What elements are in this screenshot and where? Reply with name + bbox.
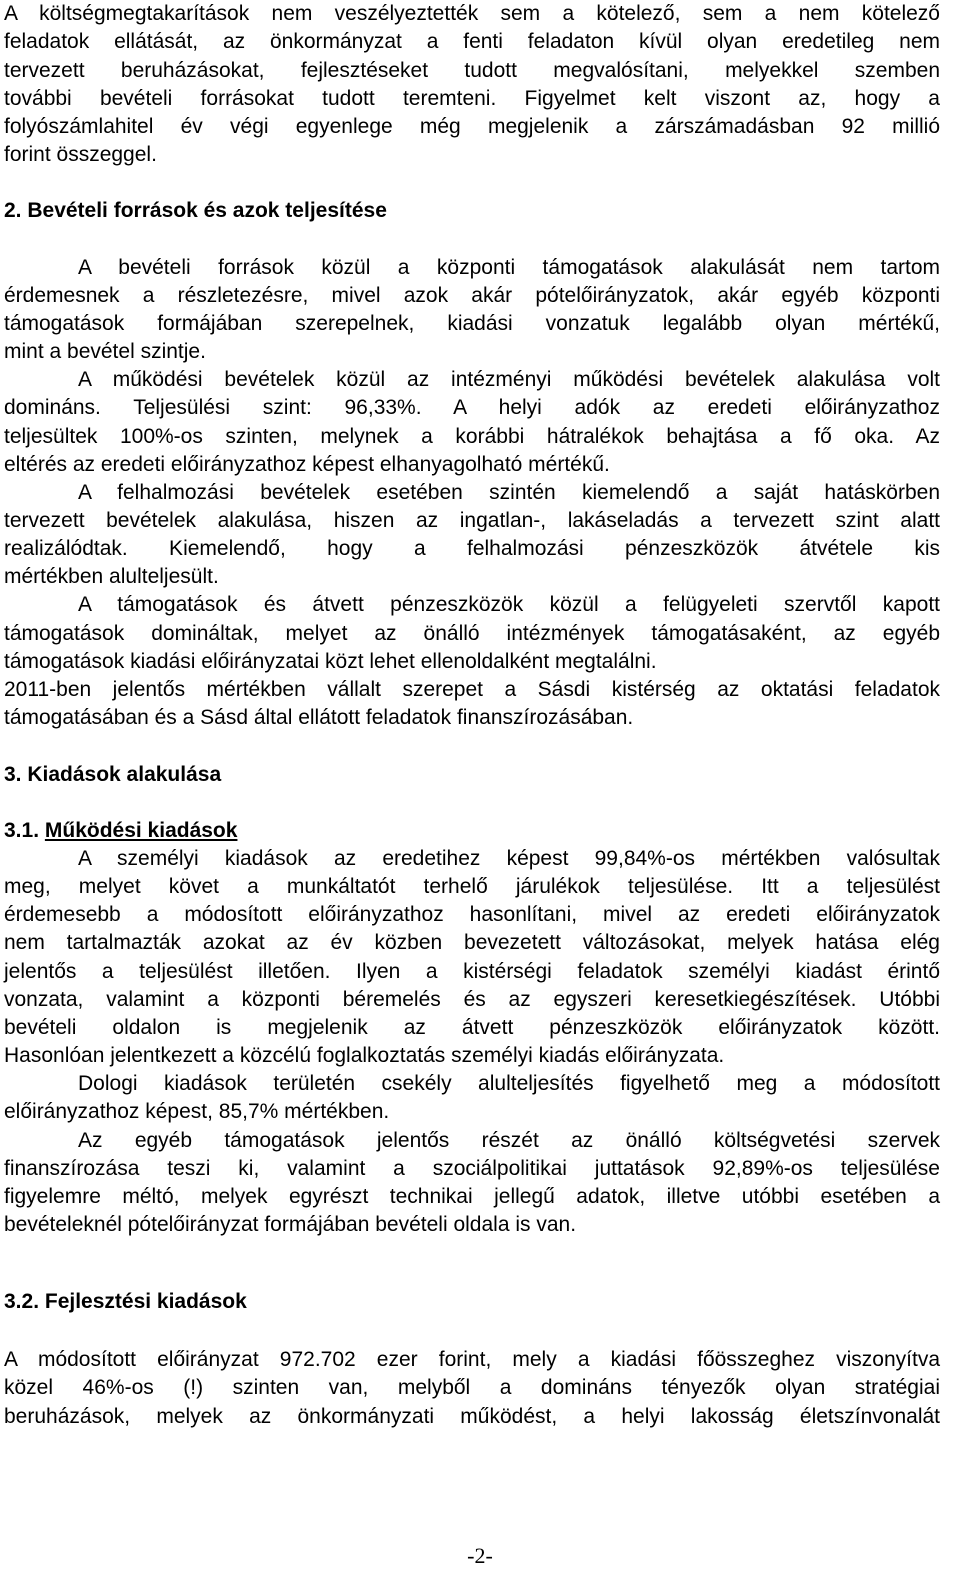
text-line: teljesültek 100%-os szinten, melynek a korábbi hátralékok behajtása a fő oka. Az [4,425,940,448]
text-line: érdemesebb a módosított előirányzathoz hasonlítani, mivel az eredeti előirányzatok [4,903,940,926]
text-line: tervezett bevételek alakulása, hiszen az ingatlan-, lakáseladás a tervezett szint alatt [4,509,940,532]
text-line: folyószámlahitel év végi egyenlege még megjelenik a zárszámadásban 92 millió [4,115,940,138]
text-line: közel 46%-os (!) szinten van, melyből a domináns tényezők olyan stratégiai [4,1376,940,1399]
text-line: forint összeggel. [4,143,157,166]
text-line: Hasonlóan jelentkezett a közcélú foglalkoztatás személyi kiadás előirányzata. [4,1044,725,1067]
text-line: támogatások kiadási előirányzatai közt lehet ellenoldalként megtalálni. [4,650,657,673]
text-line: A bevételi források közül a központi támogatások alakulását nem tartom [78,256,940,279]
section-2-heading: 2. Bevételi források és azok teljesítése [4,199,387,222]
text-line: finanszírozása teszi ki, valamint a szociálpolitikai juttatások 92,89%-os teljesülése [4,1157,940,1180]
text-line: további bevételi forrásokat tudott teremteni. Figyelmet kelt viszont az, hogy a [4,87,940,110]
text-line: eltérés az eredeti előirányzathoz képest elhanyagolható mértékű. [4,453,610,476]
text-line: meg, melyet követ a munkáltatót terhelő járulékok teljesülése. Itt a teljesülést [4,875,940,898]
text-line: támogatások formájában szerepelnek, kiadási vonzatuk legalább olyan mértékű, [4,312,940,335]
text-line: feladatok ellátását, az önkormányzat a fenti feladaton kívül olyan eredetileg nem [4,30,940,53]
text-line: domináns. Teljesülési szint: 96,33%. A helyi adók az eredeti előirányzathoz [4,396,940,419]
text-line: bevételeknél pótelőirányzat formájában bevételi oldala is van. [4,1213,577,1236]
text-line: figyelemre méltó, melyek egyrészt technikai jellegű adatok, illetve utóbbi esetében a [4,1185,940,1208]
text-line: nem tartalmazták azokat az év közben bevezetett változásokat, melyek hatása elég [4,931,940,954]
text-line: A működési bevételek közül az intézményi működési bevételek alakulása volt [78,368,940,391]
text-line: A felhalmozási bevételek esetében szintén kiemelendő a saját hatáskörben [78,481,940,504]
text-line: bevételi oldalon is megjelenik az átvett pénzeszközök előirányzatok között. [4,1016,940,1039]
text-line: mint a bevétel szintje. [4,340,206,363]
text-line: realizálódtak. Kiemelendő, hogy a felhalmozási pénzeszközök átvétele kis [4,537,940,560]
text-line: A személyi kiadások az eredetihez képest 99,84%-os mértékben valósultak [78,847,940,870]
text-line: tervezett beruházásokat, fejlesztéseket tudott megvalósítani, melyekkel szemben [4,59,940,82]
text-line: érdemesnek a részletezésre, mivel azok akár pótelőirányzatok, akár egyéb központi [4,284,940,307]
text-line: jelentős a teljesülést illetően. Ilyen a kistérségi feladatok személyi kiadást érintő [4,960,940,983]
text-line: vonzata, valamint a központi béremelés és az egyszeri keresetkiegészítések. Utóbbi [4,988,940,1011]
text-line: előirányzathoz képest, 85,7% mértékben. [4,1100,390,1123]
text-line: A támogatások és átvett pénzeszközök közül a felügyeleti szervtől kapott [78,593,940,616]
section-3-heading: 3. Kiadások alakulása [4,763,222,786]
section-3-1-number: 3.1. [4,819,45,842]
text-line: Az egyéb támogatások jelentős részét az önálló költségvetési szervek [78,1129,940,1152]
text-line: 2011-ben jelentős mértékben vállalt szerepet a Sásdi kistérség az oktatási feladatok [4,678,940,701]
text-line: beruházások, melyek az önkormányzati működést, a helyi lakosság életszínvonalát [4,1405,940,1428]
text-line: támogatásában és a Sásd által ellátott feladatok finanszírozásában. [4,706,634,729]
text-line: támogatások domináltak, melyet az önálló intézmények támogatásaként, az egyéb [4,622,940,645]
section-3-1-heading [4,817,940,845]
text-line: A költségmegtakarítások nem veszélyeztették sem a kötelező, sem a nem kötelező [4,2,940,25]
section-3-1-title: Működési kiadások [44,819,238,842]
section-3-2-heading: 3.2. Fejlesztési kiadások [4,1290,247,1313]
text-line: A módosított előirányzat 972.702 ezer forint, mely a kiadási főösszeghez viszonyítva [4,1348,940,1371]
text-line: mértékben alulteljesült. [4,565,219,588]
page-number: -2- [467,1543,493,1568]
text-line: Dologi kiadások területén csekély alulteljesítés figyelhető meg a módosított [78,1072,940,1095]
